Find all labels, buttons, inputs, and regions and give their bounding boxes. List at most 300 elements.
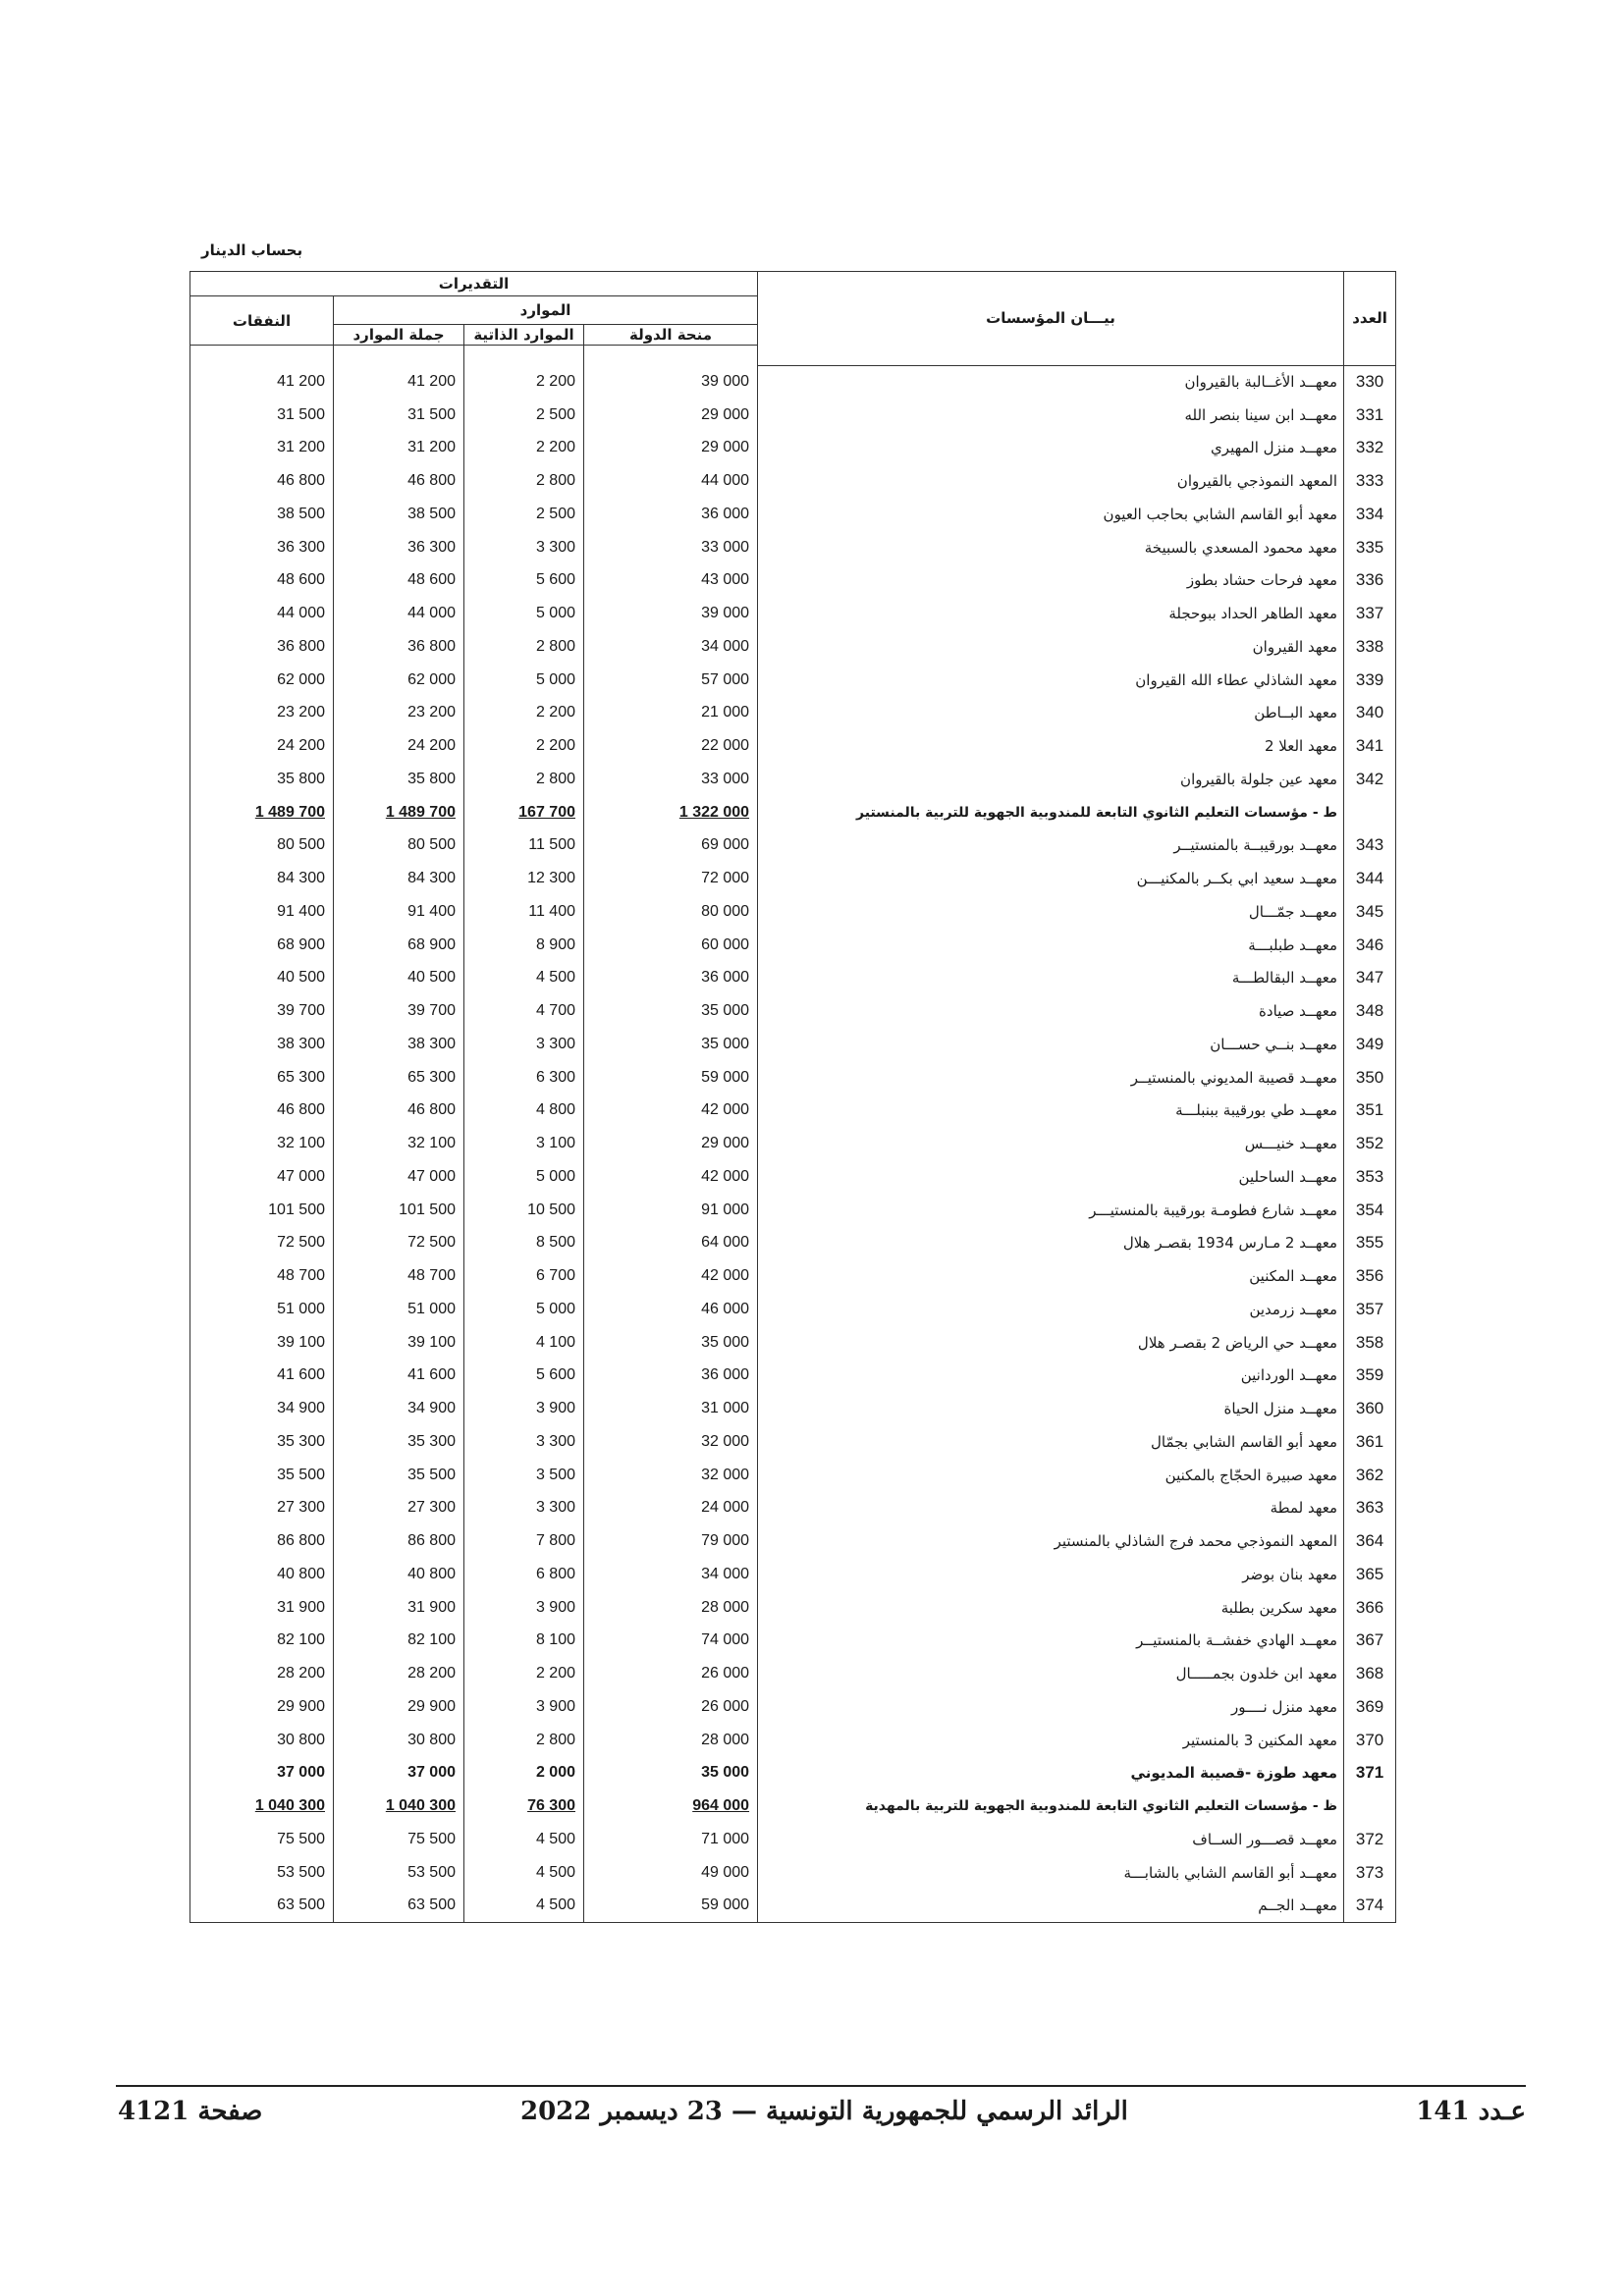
cell-row-number: 356 — [1344, 1259, 1396, 1293]
cell-state-grant: 74 000 — [584, 1625, 758, 1658]
cell-own-resources: 10 500 — [464, 1194, 584, 1227]
cell-row-number: 360 — [1344, 1392, 1396, 1425]
cell-state-grant: 79 000 — [584, 1524, 758, 1558]
cell-row-number: 349 — [1344, 1028, 1396, 1061]
cell-row-number: 343 — [1344, 829, 1396, 863]
cell-own-resources: 4 500 — [464, 1823, 584, 1856]
cell-row-number: 333 — [1344, 464, 1396, 498]
cell-institution-name: معهد أبو القاسم الشابي بجمّال — [758, 1425, 1344, 1459]
cell-institution-name: معهــد طبلبـــة — [758, 929, 1344, 962]
cell-total-resources: 65 300 — [334, 1061, 464, 1095]
cell-state-grant: 42 000 — [584, 1160, 758, 1194]
cell-own-resources: 11 500 — [464, 829, 584, 863]
cell-expenses: 31 500 — [190, 399, 334, 432]
cell-row-number: 374 — [1344, 1890, 1396, 1923]
cell-row-number: 352 — [1344, 1127, 1396, 1160]
cell-state-grant: 35 000 — [584, 994, 758, 1028]
cell-state-grant — [584, 796, 758, 829]
cell-total-resources: 29 900 — [334, 1690, 464, 1724]
cell-institution-name: معهد طوزة -قصيبة المديوني — [758, 1757, 1344, 1790]
cell-state-grant: 29 000 — [584, 1127, 758, 1160]
cell-own-resources: 2 500 — [464, 498, 584, 531]
cell-institution-name: ظ - مؤسسات التعليم الثانوي التابعة للمندوبية الجهوية للتربية بالمهدية — [758, 1789, 1344, 1823]
cell-institution-name: معهــد شارع فطومـة بورقيبة بالمنستيـــر — [758, 1194, 1344, 1227]
table-row — [190, 962, 1396, 995]
cell-institution-name: معهد القيروان — [758, 630, 1344, 664]
cell-total-resources: 51 000 — [334, 1293, 464, 1326]
cell-total-resources: 72 500 — [334, 1227, 464, 1260]
cell-state-grant: 72 000 — [584, 862, 758, 895]
cell-own-resources: 5 000 — [464, 664, 584, 697]
header-resources: الموارد — [334, 296, 758, 325]
cell-row-number: 340 — [1344, 697, 1396, 730]
table-row — [190, 1524, 1396, 1558]
cell-state-grant: 43 000 — [584, 564, 758, 598]
cell-state-grant: 69 000 — [584, 829, 758, 863]
cell-state-grant: 34 000 — [584, 630, 758, 664]
footer-divider — [116, 2085, 1526, 2087]
table-row — [190, 1890, 1396, 1923]
cell-total-resources: 63 500 — [334, 1890, 464, 1923]
cell-own-resources: 2 800 — [464, 1724, 584, 1757]
table-row — [190, 1392, 1396, 1425]
cell-total-resources: 68 900 — [334, 929, 464, 962]
cell-own-resources: 2 500 — [464, 399, 584, 432]
cell-row-number: 335 — [1344, 531, 1396, 564]
cell-total-resources: 40 500 — [334, 962, 464, 995]
subtotal-row — [190, 796, 1396, 829]
table-row — [190, 763, 1396, 796]
cell-total-resources: 31 200 — [334, 432, 464, 465]
cell-total-resources: 62 000 — [334, 664, 464, 697]
cell-row-number: 354 — [1344, 1194, 1396, 1227]
cell-own-resources: 11 400 — [464, 895, 584, 929]
cell-own-resources: 8 900 — [464, 929, 584, 962]
cell-expenses: 38 300 — [190, 1028, 334, 1061]
cell-own-resources — [464, 796, 584, 829]
cell-expenses: 38 500 — [190, 498, 334, 531]
cell-state-grant: 35 000 — [584, 1326, 758, 1360]
table-row — [190, 1724, 1396, 1757]
cell-expenses: 84 300 — [190, 862, 334, 895]
cell-total-resources: 30 800 — [334, 1724, 464, 1757]
cell-institution-name: معهد بنان بوضر — [758, 1558, 1344, 1591]
cell-expenses: 32 100 — [190, 1127, 334, 1160]
table-row — [190, 1127, 1396, 1160]
cell-state-grant: 60 000 — [584, 929, 758, 962]
cell-total-resources: 37 000 — [334, 1757, 464, 1790]
cell-state-grant: 29 000 — [584, 432, 758, 465]
cell-expenses: 37 000 — [190, 1757, 334, 1790]
header-estimates: التقديرات — [190, 272, 758, 296]
table-row — [190, 1459, 1396, 1492]
cell-expenses: 68 900 — [190, 929, 334, 962]
header-own-resources: الموارد الذاتية — [464, 325, 584, 346]
cell-institution-name: معهــد منزل المهيري — [758, 432, 1344, 465]
cell-own-resources: 2 200 — [464, 365, 584, 399]
header-spacer — [190, 346, 334, 366]
cell-total-resources: 32 100 — [334, 1127, 464, 1160]
cell-own-resources: 2 800 — [464, 630, 584, 664]
currency-unit-note: بحساب الدينار — [201, 241, 303, 259]
cell-own-resources: 8 500 — [464, 1227, 584, 1260]
cell-own-resources: 3 300 — [464, 531, 584, 564]
cell-row-number: 368 — [1344, 1657, 1396, 1690]
cell-total-resources: 46 800 — [334, 464, 464, 498]
cell-expenses: 47 000 — [190, 1160, 334, 1194]
subtotal-value: 1 040 300 — [385, 1797, 456, 1815]
cell-row-number: 339 — [1344, 664, 1396, 697]
table-row — [190, 1160, 1396, 1194]
cell-institution-name: معهــد أبو القاسم الشابي بالشابـــة — [758, 1856, 1344, 1890]
cell-expenses — [190, 1789, 334, 1823]
cell-row-number: 332 — [1344, 432, 1396, 465]
table-row — [190, 1591, 1396, 1625]
cell-expenses: 40 500 — [190, 962, 334, 995]
cell-expenses: 82 100 — [190, 1625, 334, 1658]
cell-expenses: 28 200 — [190, 1657, 334, 1690]
cell-total-resources: 36 300 — [334, 531, 464, 564]
cell-expenses — [190, 796, 334, 829]
cell-total-resources: 86 800 — [334, 1524, 464, 1558]
cell-institution-name: معهــد المكنين — [758, 1259, 1344, 1293]
cell-institution-name: معهــد ابن سينا بنصر الله — [758, 399, 1344, 432]
subtotal-value: 1 489 700 — [385, 803, 456, 821]
cell-row-number: 353 — [1344, 1160, 1396, 1194]
table-row — [190, 1326, 1396, 1360]
cell-total-resources: 31 500 — [334, 399, 464, 432]
cell-total-resources: 35 500 — [334, 1459, 464, 1492]
table-row — [190, 1194, 1396, 1227]
cell-state-grant: 36 000 — [584, 498, 758, 531]
cell-expenses: 51 000 — [190, 1293, 334, 1326]
cell-institution-name: المعهد النموذجي بالقيروان — [758, 464, 1344, 498]
cell-total-resources: 38 500 — [334, 498, 464, 531]
cell-row-number: 366 — [1344, 1591, 1396, 1625]
cell-expenses: 46 800 — [190, 1095, 334, 1128]
cell-state-grant: 42 000 — [584, 1095, 758, 1128]
cell-institution-name: معهد العلا 2 — [758, 729, 1344, 763]
cell-institution-name: معهــد الوردانين — [758, 1360, 1344, 1393]
cell-institution-name: معهــد قصـــور الســاف — [758, 1823, 1344, 1856]
cell-institution-name: معهد فرحات حشاد بطوز — [758, 564, 1344, 598]
table-row — [190, 1492, 1396, 1525]
cell-state-grant: 36 000 — [584, 962, 758, 995]
cell-own-resources: 4 700 — [464, 994, 584, 1028]
cell-state-grant: 57 000 — [584, 664, 758, 697]
cell-state-grant — [584, 1789, 758, 1823]
cell-row-number: 341 — [1344, 729, 1396, 763]
cell-expenses: 39 700 — [190, 994, 334, 1028]
cell-row-number: 371 — [1344, 1757, 1396, 1790]
cell-expenses: 44 000 — [190, 597, 334, 630]
table-row — [190, 1061, 1396, 1095]
cell-expenses: 62 000 — [190, 664, 334, 697]
cell-own-resources: 3 900 — [464, 1690, 584, 1724]
cell-state-grant: 26 000 — [584, 1690, 758, 1724]
table-row — [190, 365, 1396, 399]
subtotal-value: 1 322 000 — [678, 803, 750, 821]
cell-state-grant: 29 000 — [584, 399, 758, 432]
table-row — [190, 1227, 1396, 1260]
cell-expenses: 86 800 — [190, 1524, 334, 1558]
cell-row-number: 346 — [1344, 929, 1396, 962]
cell-state-grant: 32 000 — [584, 1425, 758, 1459]
table-row — [190, 531, 1396, 564]
table-row — [190, 664, 1396, 697]
cell-row-number: 362 — [1344, 1459, 1396, 1492]
cell-expenses: 41 200 — [190, 365, 334, 399]
header-spacer — [464, 346, 584, 366]
table-row — [190, 1558, 1396, 1591]
table-row — [190, 1425, 1396, 1459]
cell-state-grant: 71 000 — [584, 1823, 758, 1856]
cell-state-grant: 26 000 — [584, 1657, 758, 1690]
cell-institution-name: معهــد سعيد ابي بكــر بالمكنيـــن — [758, 862, 1344, 895]
cell-own-resources: 2 000 — [464, 1757, 584, 1790]
cell-own-resources: 5 600 — [464, 1360, 584, 1393]
cell-row-number: 359 — [1344, 1360, 1396, 1393]
table-row — [190, 1625, 1396, 1658]
cell-expenses: 34 900 — [190, 1392, 334, 1425]
subtotal-value: 964 000 — [692, 1797, 750, 1815]
cell-row-number: 355 — [1344, 1227, 1396, 1260]
cell-own-resources: 4 100 — [464, 1326, 584, 1360]
cell-own-resources: 5 000 — [464, 1293, 584, 1326]
cell-state-grant: 39 000 — [584, 597, 758, 630]
cell-state-grant: 49 000 — [584, 1856, 758, 1890]
table-row — [190, 1293, 1396, 1326]
cell-expenses: 24 200 — [190, 729, 334, 763]
cell-row-number: 344 — [1344, 862, 1396, 895]
cell-total-resources: 39 700 — [334, 994, 464, 1028]
subtotal-row — [190, 1789, 1396, 1823]
cell-state-grant: 39 000 — [584, 365, 758, 399]
table-row — [190, 1856, 1396, 1890]
cell-institution-name: معهد لمطة — [758, 1492, 1344, 1525]
subtotal-value: 167 700 — [518, 803, 575, 821]
cell-state-grant: 33 000 — [584, 531, 758, 564]
cell-expenses: 101 500 — [190, 1194, 334, 1227]
cell-total-resources: 28 200 — [334, 1657, 464, 1690]
cell-expenses: 35 500 — [190, 1459, 334, 1492]
cell-own-resources: 2 200 — [464, 1657, 584, 1690]
cell-state-grant: 34 000 — [584, 1558, 758, 1591]
cell-own-resources: 3 300 — [464, 1425, 584, 1459]
cell-expenses: 48 700 — [190, 1259, 334, 1293]
subtotal-value: 76 300 — [527, 1797, 575, 1815]
cell-institution-name: معهد ابن خلدون بجمـــــال — [758, 1657, 1344, 1690]
cell-total-resources: 23 200 — [334, 697, 464, 730]
table-row — [190, 1028, 1396, 1061]
cell-own-resources: 7 800 — [464, 1524, 584, 1558]
cell-expenses: 36 300 — [190, 531, 334, 564]
cell-expenses: 29 900 — [190, 1690, 334, 1724]
cell-state-grant: 24 000 — [584, 1492, 758, 1525]
header-expenses: النفقات — [190, 296, 334, 346]
cell-total-resources: 34 900 — [334, 1392, 464, 1425]
cell-institution-name: معهــد الجــم — [758, 1890, 1344, 1923]
cell-row-number: 373 — [1344, 1856, 1396, 1890]
cell-total-resources: 31 900 — [334, 1591, 464, 1625]
cell-row-number: 342 — [1344, 763, 1396, 796]
cell-state-grant: 21 000 — [584, 697, 758, 730]
cell-expenses: 35 300 — [190, 1425, 334, 1459]
cell-total-resources: 47 000 — [334, 1160, 464, 1194]
cell-expenses: 48 600 — [190, 564, 334, 598]
cell-total-resources: 84 300 — [334, 862, 464, 895]
cell-institution-name: معهد سكرين بطلبة — [758, 1591, 1344, 1625]
cell-institution-name: ط - مؤسسات التعليم الثانوي التابعة للمندوبية الجهوية للتربية بالمنستير — [758, 796, 1344, 829]
table-row — [190, 564, 1396, 598]
cell-institution-name: معهــد قصيبة المديوني بالمنستيــر — [758, 1061, 1344, 1095]
cell-own-resources — [464, 1789, 584, 1823]
table-row — [190, 697, 1396, 730]
cell-expenses: 53 500 — [190, 1856, 334, 1890]
header-institutions: بيـــان المؤسسات — [758, 272, 1344, 366]
cell-state-grant: 28 000 — [584, 1724, 758, 1757]
table-row — [190, 929, 1396, 962]
cell-total-resources — [334, 1789, 464, 1823]
cell-institution-name: معهــد الأغــالبة بالقيروان — [758, 365, 1344, 399]
cell-own-resources: 12 300 — [464, 862, 584, 895]
cell-total-resources: 38 300 — [334, 1028, 464, 1061]
table-row — [190, 630, 1396, 664]
cell-total-resources: 35 300 — [334, 1425, 464, 1459]
cell-own-resources: 5 000 — [464, 597, 584, 630]
cell-state-grant: 31 000 — [584, 1392, 758, 1425]
cell-state-grant: 42 000 — [584, 1259, 758, 1293]
cell-total-resources: 48 700 — [334, 1259, 464, 1293]
cell-state-grant: 35 000 — [584, 1028, 758, 1061]
table-row — [190, 994, 1396, 1028]
cell-expenses: 63 500 — [190, 1890, 334, 1923]
cell-row-number: 345 — [1344, 895, 1396, 929]
cell-institution-name: معهــد حي الرياض 2 بقصـر هلال — [758, 1326, 1344, 1360]
cell-row-number: 363 — [1344, 1492, 1396, 1525]
footer-gazette-title: الرائد الرسمي للجمهورية التونسية — 23 ديسمبر 2022 — [520, 2097, 1128, 2126]
cell-expenses: 39 100 — [190, 1326, 334, 1360]
cell-state-grant: 46 000 — [584, 1293, 758, 1326]
cell-institution-name: معهد المكنين 3 بالمنستير — [758, 1724, 1344, 1757]
table-row — [190, 399, 1396, 432]
cell-row-number — [1344, 1789, 1396, 1823]
table-row — [190, 1657, 1396, 1690]
cell-institution-name: معهــد الهادي خفشــة بالمنستيــر — [758, 1625, 1344, 1658]
cell-total-resources: 80 500 — [334, 829, 464, 863]
cell-expenses: 27 300 — [190, 1492, 334, 1525]
cell-institution-name: معهد الشاذلي عطاء الله القيروان — [758, 664, 1344, 697]
cell-state-grant: 59 000 — [584, 1890, 758, 1923]
header-spacer — [584, 346, 758, 366]
table-row — [190, 1360, 1396, 1393]
cell-row-number: 331 — [1344, 399, 1396, 432]
header-spacer — [334, 346, 464, 366]
cell-own-resources: 6 800 — [464, 1558, 584, 1591]
cell-own-resources: 2 200 — [464, 729, 584, 763]
cell-row-number: 365 — [1344, 1558, 1396, 1591]
table-row — [190, 862, 1396, 895]
cell-row-number: 372 — [1344, 1823, 1396, 1856]
table-header — [190, 272, 1396, 366]
cell-total-resources: 53 500 — [334, 1856, 464, 1890]
cell-expenses: 65 300 — [190, 1061, 334, 1095]
cell-total-resources: 44 000 — [334, 597, 464, 630]
cell-own-resources: 6 700 — [464, 1259, 584, 1293]
cell-own-resources: 3 900 — [464, 1392, 584, 1425]
cell-expenses: 31 900 — [190, 1591, 334, 1625]
table-row — [190, 1823, 1396, 1856]
cell-institution-name: معهــد صيادة — [758, 994, 1344, 1028]
cell-expenses: 31 200 — [190, 432, 334, 465]
table-row — [190, 597, 1396, 630]
cell-institution-name: معهــد البقالطـــة — [758, 962, 1344, 995]
table-row — [190, 432, 1396, 465]
cell-total-resources: 41 200 — [334, 365, 464, 399]
table-row — [190, 1095, 1396, 1128]
cell-institution-name: معهد محمود المسعدي بالسبيخة — [758, 531, 1344, 564]
cell-state-grant: 35 000 — [584, 1757, 758, 1790]
cell-row-number: 337 — [1344, 597, 1396, 630]
cell-own-resources: 6 300 — [464, 1061, 584, 1095]
cell-total-resources: 39 100 — [334, 1326, 464, 1360]
cell-own-resources: 3 900 — [464, 1591, 584, 1625]
cell-row-number: 361 — [1344, 1425, 1396, 1459]
cell-total-resources: 27 300 — [334, 1492, 464, 1525]
table-row — [190, 895, 1396, 929]
cell-total-resources: 82 100 — [334, 1625, 464, 1658]
cell-own-resources: 3 100 — [464, 1127, 584, 1160]
cell-state-grant: 28 000 — [584, 1591, 758, 1625]
cell-total-resources: 46 800 — [334, 1095, 464, 1128]
cell-expenses: 46 800 — [190, 464, 334, 498]
cell-own-resources: 2 200 — [464, 432, 584, 465]
cell-state-grant: 33 000 — [584, 763, 758, 796]
cell-institution-name: معهــد بورقيبــة بالمنستيــر — [758, 829, 1344, 863]
table-row — [190, 729, 1396, 763]
cell-total-resources: 36 800 — [334, 630, 464, 664]
cell-institution-name: معهــد زرمدين — [758, 1293, 1344, 1326]
cell-row-number: 367 — [1344, 1625, 1396, 1658]
subtotal-value: 1 489 700 — [254, 803, 325, 821]
header-state-grant: منحة الدولة — [584, 325, 758, 346]
cell-row-number: 370 — [1344, 1724, 1396, 1757]
cell-row-number: 358 — [1344, 1326, 1396, 1360]
cell-state-grant: 64 000 — [584, 1227, 758, 1260]
table-row — [190, 829, 1396, 863]
cell-own-resources: 4 800 — [464, 1095, 584, 1128]
cell-own-resources: 5 600 — [464, 564, 584, 598]
cell-institution-name: المعهد النموذجي محمد فرج الشاذلي بالمنستير — [758, 1524, 1344, 1558]
cell-own-resources: 2 800 — [464, 464, 584, 498]
cell-own-resources: 3 300 — [464, 1028, 584, 1061]
cell-institution-name: معهــد طي بورقيبة ببنبلـــة — [758, 1095, 1344, 1128]
cell-row-number: 351 — [1344, 1095, 1396, 1128]
cell-total-resources: 41 600 — [334, 1360, 464, 1393]
cell-own-resources: 3 300 — [464, 1492, 584, 1525]
cell-own-resources: 4 500 — [464, 1890, 584, 1923]
cell-institution-name: معهــد 2 مـارس 1934 بقصـر هلال — [758, 1227, 1344, 1260]
cell-total-resources: 35 800 — [334, 763, 464, 796]
cell-state-grant: 80 000 — [584, 895, 758, 929]
cell-expenses: 30 800 — [190, 1724, 334, 1757]
cell-row-number: 369 — [1344, 1690, 1396, 1724]
cell-state-grant: 44 000 — [584, 464, 758, 498]
cell-row-number: 334 — [1344, 498, 1396, 531]
cell-row-number: 364 — [1344, 1524, 1396, 1558]
cell-total-resources — [334, 796, 464, 829]
cell-institution-name: معهد عين جلولة بالقيروان — [758, 763, 1344, 796]
